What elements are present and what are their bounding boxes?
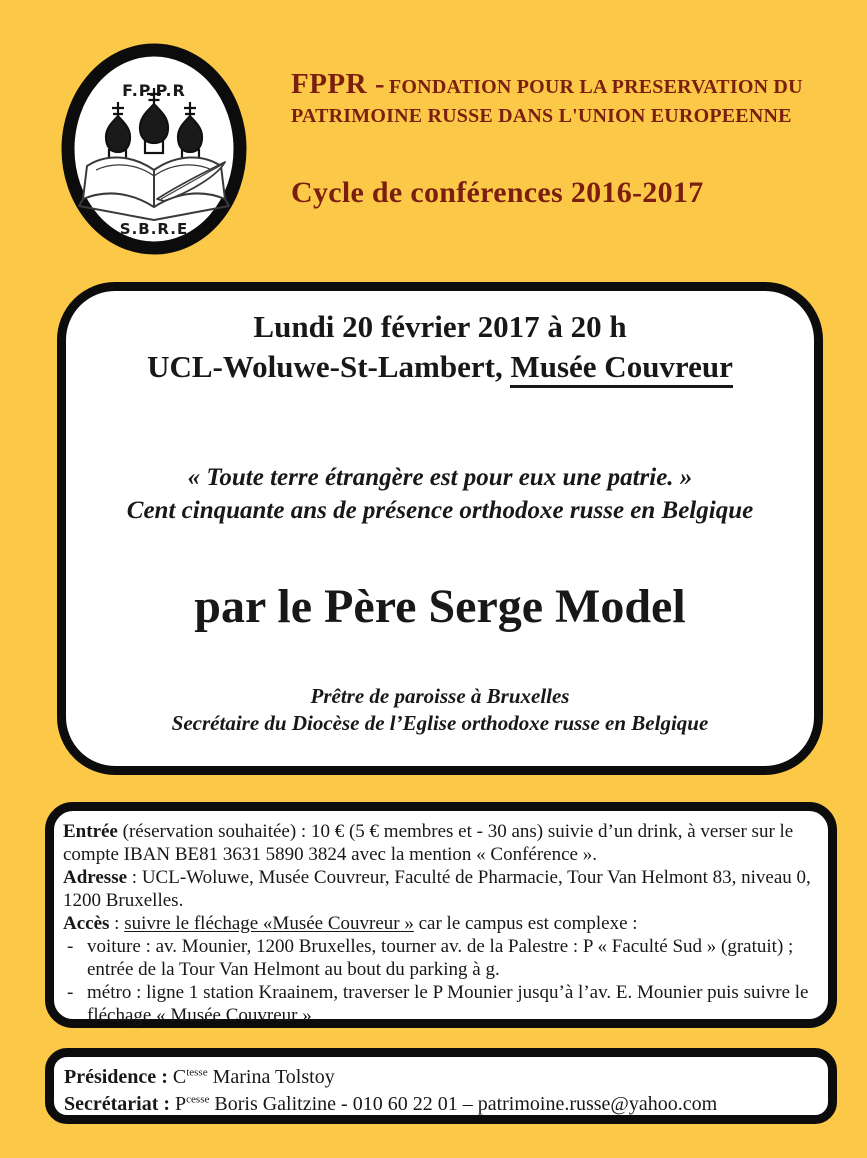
adresse-text: : UCL-Woluwe, Musée Couvreur, Faculté de Pharmacie, Tour Van Helmont 83, niveau 0, 1200 Bruxelles. xyxy=(63,867,811,911)
presidence-title-prefix: C xyxy=(167,1066,187,1088)
secretariat-text: Boris Galitzine - 010 60 22 01 – patrimoine.russe@yahoo.com xyxy=(209,1093,718,1115)
secretariat-line xyxy=(64,1091,812,1118)
org-name-line1 xyxy=(291,66,831,102)
event-location-prefix: UCL-Woluwe-St-Lambert, xyxy=(147,349,511,384)
acces-underlined: suivre le fléchage «Musée Couvreur » xyxy=(124,913,414,934)
secretariat-title-sup: cesse xyxy=(186,1093,210,1106)
org-name-part1: FONDATION POUR LA PRESERVATION DU xyxy=(389,76,803,98)
event-card xyxy=(57,282,823,775)
practical-info-card xyxy=(45,802,837,1028)
access-metro-text: métro : ligne 1 station Kraainem, traverser le P Mounier jusqu’à l’av. E. Mounier puis suivre le fléchage « Musée Couvreur ». xyxy=(87,982,809,1026)
event-venue: Musée Couvreur xyxy=(510,349,732,388)
org-header xyxy=(291,66,831,129)
secretariat-title-prefix: P xyxy=(170,1093,187,1115)
speaker-roles xyxy=(66,683,814,737)
fppr-logo xyxy=(57,42,251,260)
speaker-name: par le Père Serge Model xyxy=(194,580,686,633)
access-item-metro xyxy=(63,981,812,1027)
speaker-role1: Prêtre de paroisse à Bruxelles xyxy=(310,684,570,708)
contact-card xyxy=(45,1048,837,1124)
speaker-role2: Secrétaire du Diocèse de l’Eglise orthodoxe russe en Belgique xyxy=(171,711,709,735)
event-datetime: Lundi 20 février 2017 à 20 h xyxy=(253,309,627,344)
quote-line1: « Toute terre étrangère est pour eux une patrie. » xyxy=(187,464,693,491)
acces-suffix: car le campus est complexe : xyxy=(413,913,638,934)
entree-line xyxy=(63,820,812,866)
org-abbr: FPPR - xyxy=(291,68,385,100)
series-title: Cycle de conférences 2016-2017 xyxy=(291,176,704,209)
presidence-name: Marina Tolstoy xyxy=(207,1066,335,1088)
entree-text: (réservation souhaitée) : 10 € (5 € membres et - 30 ans) suivie d’un drink, à verser sur le compte IBAN BE81 3631 5890 3824 avec la mention « Conférence ». xyxy=(63,821,794,865)
secretariat-label: Secrétariat : xyxy=(64,1093,171,1115)
bullet-dash: - xyxy=(67,936,74,957)
event-quote xyxy=(66,461,814,527)
acces-label: Accès xyxy=(63,913,110,934)
logo-bottom-label: S.B.R.E xyxy=(119,220,189,238)
org-name-line2: PATRIMOINE RUSSE DANS L'UNION EUROPEENNE xyxy=(291,105,792,128)
access-item-voiture xyxy=(63,935,812,981)
adresse-label: Adresse xyxy=(63,867,128,888)
bullet-dash: - xyxy=(67,982,74,1003)
logo-top-label: F.P.P.R xyxy=(122,81,186,100)
presidence-title-sup: tesse xyxy=(186,1066,208,1079)
adresse-line xyxy=(63,866,812,912)
acces-line xyxy=(63,912,812,935)
acces-prefix: : xyxy=(109,913,125,934)
quote-line2: Cent cinquante ans de présence orthodoxe russe en Belgique xyxy=(126,497,754,524)
event-location xyxy=(66,347,814,387)
access-voiture-text: voiture : av. Mounier, 1200 Bruxelles, tourner av. de la Palestre : P « Faculté Sud » (gratuit) ; entrée de la Tour Van Helmont au bout du parking à g. xyxy=(87,936,794,980)
presidence-label: Présidence : xyxy=(64,1066,168,1088)
entree-label: Entrée xyxy=(63,821,118,842)
presidence-line xyxy=(64,1064,812,1091)
